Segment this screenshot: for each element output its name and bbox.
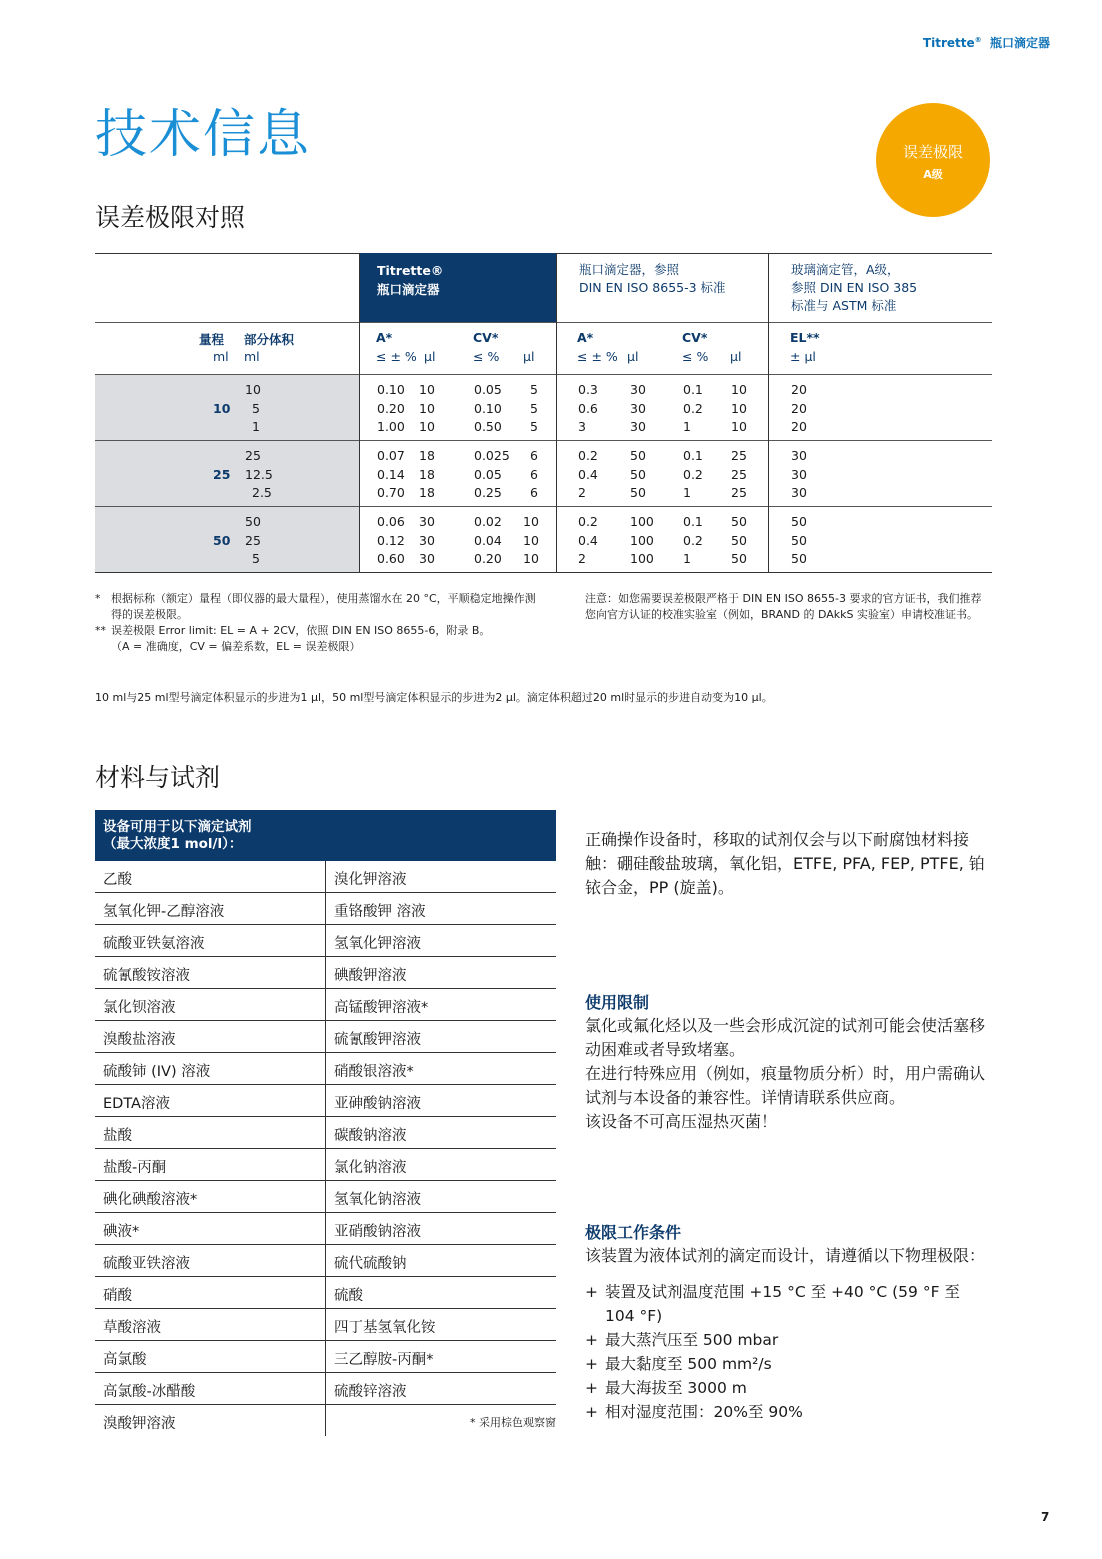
table-cell: 0.2 [683, 401, 703, 416]
registered-mark: ® [974, 36, 982, 44]
table-cell: 0.10 [377, 382, 405, 397]
group-rule [95, 506, 992, 507]
reagent-right: 溴化钾溶液 [334, 872, 407, 888]
reagent-left: 硫酸亚铁溶液 [103, 1256, 190, 1272]
table-cell: 50 [245, 514, 261, 529]
reagent-right: 硫代硫酸钠 [334, 1256, 407, 1272]
table-cell: 18 [419, 485, 435, 500]
table-cell: 0.2 [683, 533, 703, 548]
table-cell: 10 [419, 419, 435, 434]
reagent-left: 碘液* [103, 1224, 140, 1240]
volume-cell: 50 [213, 533, 231, 548]
col-cv2: CV* [682, 330, 708, 345]
table-row [95, 1373, 556, 1405]
reagent-left: 盐酸 [103, 1128, 132, 1144]
limit-text: 最大黏度至 500 mm²/s [605, 1355, 772, 1373]
table-row [95, 1053, 556, 1085]
reagent-right: 硝酸银溶液* [334, 1064, 414, 1080]
reagent-left: 高氯酸 [103, 1352, 147, 1368]
group-label: 玻璃滴定管，A级， [791, 262, 900, 277]
badge-line2: A级 [923, 168, 943, 181]
table-cell: 0.14 [377, 467, 405, 482]
table-cell: 0.60 [377, 551, 405, 566]
reagent-left: 溴酸盐溶液 [103, 1032, 176, 1048]
usage-line: 氯化或氟化烃以及一些会形成沉淀的试剂可能会使活塞移动困难或者导致堵塞。 [585, 1016, 986, 1059]
table-cell: 20 [791, 382, 807, 397]
reagent-left: 草酸溶液 [103, 1320, 161, 1336]
group-label: Titrette® [377, 263, 444, 278]
table-cell: 50 [791, 514, 807, 529]
table-cell: 6 [530, 467, 538, 482]
group-label: 瓶口滴定器，参照 [579, 262, 680, 277]
reagent-left: 硝酸 [103, 1288, 132, 1304]
reagents-table [95, 810, 556, 1436]
table-cell: 30 [791, 467, 807, 482]
col-partial-unit: ml [244, 349, 260, 364]
table-cell: 10 [523, 551, 539, 566]
group-label: 参照 DIN EN ISO 385 [791, 280, 918, 295]
table-cell: 0.20 [377, 401, 405, 416]
table-cell: 5 [252, 551, 260, 566]
col-divider [556, 253, 557, 573]
limit-text: 装置及试剂温度范围 +15 °C 至 +40 °C (59 °F 至 104 °F) [605, 1283, 960, 1325]
table-cell: 0.07 [377, 448, 405, 463]
list-item: + 相对湿度范围：20%至 90% [585, 1403, 803, 1421]
col-a-sub1: ≤ ± % [376, 349, 417, 364]
table-cell: 10 [731, 382, 747, 397]
table-cell: 18 [419, 467, 435, 482]
section-title-materials: 材料与试剂 [95, 763, 221, 792]
footnote-2b [95, 639, 545, 655]
table-row [95, 957, 556, 989]
footnote-marker: ** [95, 624, 106, 637]
table-cell: 50 [731, 533, 747, 548]
table-row [95, 1341, 556, 1373]
table-cell: 20 [791, 401, 807, 416]
table-cell: 0.2 [683, 467, 703, 482]
table-row [95, 1245, 556, 1277]
table-cell: 100 [630, 514, 654, 529]
badge-line1: 误差极限 [902, 143, 963, 161]
table-cell: 0.1 [683, 514, 703, 529]
table-cell: 50 [791, 551, 807, 566]
table-cell: 0.50 [474, 419, 502, 434]
col-divider [359, 253, 360, 573]
table-cell: 30 [791, 448, 807, 463]
titrette-group-header [359, 253, 556, 322]
footnotes-left [95, 591, 545, 655]
list-item: + 最大黏度至 500 mm²/s [585, 1355, 772, 1373]
table-row [95, 1021, 556, 1053]
table-cell: 25 [245, 448, 261, 463]
footnote-text: 根据标称（额定）量程（即仪器的最大量程），使用蒸馏水在 20 °C，平顺稳定地操作测得的误差极限。 [111, 592, 536, 621]
usage-title: 使用限制 [585, 993, 650, 1012]
reagent-right: 硫氰酸钾溶液 [334, 1032, 421, 1048]
table-cell: 50 [630, 448, 646, 463]
limits-list [585, 1280, 990, 1424]
reagent-left: 硫酸铈 (IV) 溶液 [103, 1064, 211, 1080]
table-bottom-rule [95, 572, 992, 573]
table-row [95, 861, 556, 893]
table-cell: 12.5 [245, 467, 273, 482]
table-cell: 10 [419, 382, 435, 397]
table-cell: 6 [530, 485, 538, 500]
table-cell: 30 [630, 382, 646, 397]
table-cell: 0.6 [578, 401, 598, 416]
col-a-sub2: µl [424, 349, 436, 364]
table-cell: 6 [530, 448, 538, 463]
reagent-left: 碘化碘酸溶液* [103, 1192, 198, 1208]
table-cell: 10 [245, 382, 261, 397]
reagent-right: 氢氧化钠溶液 [334, 1192, 421, 1208]
reagent-right: 氯化钠溶液 [334, 1160, 407, 1176]
col-cv: CV* [473, 330, 499, 345]
reagents-header-line1: 设备可用于以下滴定试剂 [103, 819, 252, 835]
reagents-footnote: * 采用棕色观察窗 [470, 1416, 556, 1429]
table-cell: 10 [731, 401, 747, 416]
tolerance-class-badge [876, 103, 990, 217]
footnote-1 [95, 591, 545, 623]
col-cv-sub1: ≤ % [473, 349, 500, 364]
din8655-group-header [579, 261, 726, 297]
table-cell: 1 [683, 419, 691, 434]
reagent-right: 重铬酸钾 溶液 [334, 904, 426, 920]
col-el-sub: ± µl [790, 349, 816, 364]
table-row [95, 1149, 556, 1181]
table-cell: 0.4 [578, 467, 598, 482]
table-cell: 25 [731, 485, 747, 500]
table-cell: 20 [791, 419, 807, 434]
table-cell: 30 [419, 514, 435, 529]
table-cell: 0.02 [474, 514, 502, 529]
col-cv2-sub1: ≤ % [682, 349, 709, 364]
reagent-left: 高氯酸-冰醋酸 [103, 1384, 196, 1400]
reagent-left: 乙酸 [103, 872, 132, 888]
volume-cell: 25 [213, 467, 231, 482]
reagent-right: 高锰酸钾溶液* [334, 1000, 429, 1016]
col-cv2-sub2: µl [730, 349, 742, 364]
table-row [95, 1277, 556, 1309]
table-row [95, 893, 556, 925]
table-row [95, 1213, 556, 1245]
volume-cell: 10 [213, 401, 231, 416]
table-cell: 0.1 [683, 448, 703, 463]
table-cell: 0.05 [474, 382, 502, 397]
table-cell: 0.025 [474, 448, 510, 463]
table-cell: 3 [578, 419, 586, 434]
table-cell: 0.10 [474, 401, 502, 416]
group-rule [95, 440, 992, 441]
reagent-right: 硫酸锌溶液 [334, 1384, 407, 1400]
table-row [95, 1405, 556, 1436]
brand-name: Titrette [922, 36, 975, 50]
reagent-left: 溴酸钾溶液 [103, 1416, 176, 1432]
table-cell: 50 [630, 467, 646, 482]
table-cell: 0.3 [578, 382, 598, 397]
limit-text: 最大蒸汽压至 500 mbar [605, 1331, 779, 1349]
usage-line: 在进行特殊应用（例如，痕量物质分析）时，用户需确认试剂与本设备的兼容性。详情请联系供应商。 [585, 1064, 986, 1107]
reagent-left: 氢氧化钾-乙醇溶液 [103, 904, 225, 920]
footnote-text: 误差极限 Error limit: EL = A + 2CV，依照 DIN EN ISO 8655-6，附录 B。 [111, 624, 491, 637]
table-cell: 25 [731, 448, 747, 463]
table-cell: 5 [530, 382, 538, 397]
table-cell: 10 [523, 533, 539, 548]
table-cell: 0.2 [578, 514, 598, 529]
materials-text: 正确操作设备时，移取的试剂仅会与以下耐腐蚀材料接触：硼硅酸盐玻璃，氧化铝，ETFE, PFA, FEP, PTFE, 铂铱合金，PP (旋盖)。 [585, 830, 985, 897]
limits-intro: 该装置为液体试剂的滴定而设计，请遵循以下物理极限： [585, 1246, 986, 1265]
table-cell: 10 [419, 401, 435, 416]
group-label: 标准与 ASTM 标准 [791, 298, 897, 313]
table-cell: 0.70 [377, 485, 405, 500]
list-item: + 最大海拔至 3000 m [585, 1379, 747, 1397]
table-cell: 25 [245, 533, 261, 548]
table-cell: 0.12 [377, 533, 405, 548]
col-el: EL** [790, 330, 820, 345]
table-cell: 0.4 [578, 533, 598, 548]
table-cell: 30 [630, 419, 646, 434]
reagent-right: 三乙醇胺-丙酮* [334, 1352, 434, 1368]
table-cell: 0.20 [474, 551, 502, 566]
reagents-table-header [95, 810, 556, 861]
table-cell: 0.2 [578, 448, 598, 463]
table-cell: 5 [252, 401, 260, 416]
certificate-note: 注意：如您需要误差极限严格于 DIN EN ISO 8655-3 要求的官方证书，我们推荐您向官方认证的校准实验室（例如，BRAND 的 DAkkS 实验室）申请校准证书。 [585, 592, 982, 621]
header-rule [95, 322, 992, 323]
reagent-right: 氢氧化钾溶液 [334, 936, 421, 952]
table-row [95, 989, 556, 1021]
table-row [95, 1117, 556, 1149]
limits-title: 极限工作条件 [585, 1223, 682, 1242]
table-cell: 1 [252, 419, 260, 434]
table-cell: 0.04 [474, 533, 502, 548]
list-item: + 装置及试剂温度范围 +15 °C 至 +40 °C (59 °F 至 104 °F) [585, 1283, 960, 1325]
table-cell: 0.05 [474, 467, 502, 482]
usage-line: 该设备不可高压湿热灭菌！ [585, 1112, 778, 1131]
footnote-marker: * [95, 592, 101, 605]
table-row [95, 925, 556, 957]
table-cell: 30 [791, 485, 807, 500]
table-cell: 100 [630, 551, 654, 566]
col-volume: 量程 [199, 332, 225, 347]
table-row [95, 1181, 556, 1213]
table-cell: 2 [578, 485, 586, 500]
table-cell: 5 [530, 419, 538, 434]
step-note: 10 ml与25 ml型号滴定体积显示的步进为1 µl，50 ml型号滴定体积显示的步进为2 µl。滴定体积超过20 ml时显示的步进自动变为10 µl。 [95, 691, 773, 704]
col-partial: 部分体积 [244, 332, 295, 347]
table-cell: 1.00 [377, 419, 405, 434]
reagent-right: 亚硝酸钠溶液 [334, 1224, 421, 1240]
table-cell: 100 [630, 533, 654, 548]
reagent-left: 硫酸亚铁氨溶液 [103, 936, 205, 952]
group-label: DIN EN ISO 8655-3 标准 [579, 280, 726, 295]
footnote-2 [95, 623, 545, 639]
table-cell: 50 [731, 514, 747, 529]
table-cell: 2.5 [252, 485, 272, 500]
product-name: 瓶口滴定器 [989, 36, 1050, 50]
table-cell: 0.06 [377, 514, 405, 529]
reagent-right: 亚砷酸钠溶液 [334, 1096, 421, 1112]
table-cell: 10 [731, 419, 747, 434]
reagent-right: 硫酸 [334, 1288, 363, 1304]
table-cell: 18 [419, 448, 435, 463]
din385-group-header [791, 261, 917, 315]
page-number: 7 [1041, 1510, 1050, 1524]
table-cell: 2 [578, 551, 586, 566]
table-cell: 0.25 [474, 485, 502, 500]
col-divider [768, 253, 769, 573]
col-cv-sub2: µl [523, 349, 535, 364]
col-a: A* [376, 330, 393, 345]
limit-text: 相对湿度范围：20%至 90% [605, 1403, 803, 1421]
limit-text: 最大海拔至 3000 m [605, 1379, 747, 1397]
table-cell: 30 [419, 551, 435, 566]
table-cell: 0.1 [683, 382, 703, 397]
table-cell: 50 [630, 485, 646, 500]
reagent-left: EDTA溶液 [103, 1096, 170, 1112]
table-cell: 50 [791, 533, 807, 548]
group-label: 瓶口滴定器 [377, 282, 440, 297]
reagent-left: 氯化钡溶液 [103, 1000, 176, 1016]
table-cell: 50 [731, 551, 747, 566]
table-cell: 30 [630, 401, 646, 416]
footnote-text: （A = 准确度，CV = 偏差系数，EL = 误差极限） [111, 640, 361, 653]
table-cell: 10 [523, 514, 539, 529]
reagent-left: 盐酸-丙酮 [103, 1160, 167, 1176]
reagent-left: 硫氰酸铵溶液 [103, 968, 190, 984]
table-row [95, 1085, 556, 1117]
reagent-right: 四丁基氢氧化铵 [334, 1320, 436, 1336]
usage-text [585, 1014, 990, 1134]
reagent-right: 碳酸钠溶液 [334, 1128, 407, 1144]
section-title-tolerance: 误差极限对照 [95, 203, 246, 232]
col-a2-sub1: ≤ ± % [577, 349, 618, 364]
col-a2: A* [577, 330, 594, 345]
page-title: 技术信息 [95, 105, 312, 165]
table-cell: 25 [731, 467, 747, 482]
table-row [95, 1309, 556, 1341]
reagent-right: 碘酸钾溶液 [334, 968, 407, 984]
list-item: + 最大蒸汽压至 500 mbar [585, 1331, 779, 1349]
reagents-header-line2: （最大浓度1 mol/l）： [103, 836, 243, 852]
table-cell: 30 [419, 533, 435, 548]
table-cell: 1 [683, 551, 691, 566]
table-cell: 1 [683, 485, 691, 500]
header-product-tag [923, 34, 1050, 51]
col-volume-unit: ml [213, 349, 229, 364]
table-cell: 5 [530, 401, 538, 416]
col-a2-sub2: µl [627, 349, 639, 364]
